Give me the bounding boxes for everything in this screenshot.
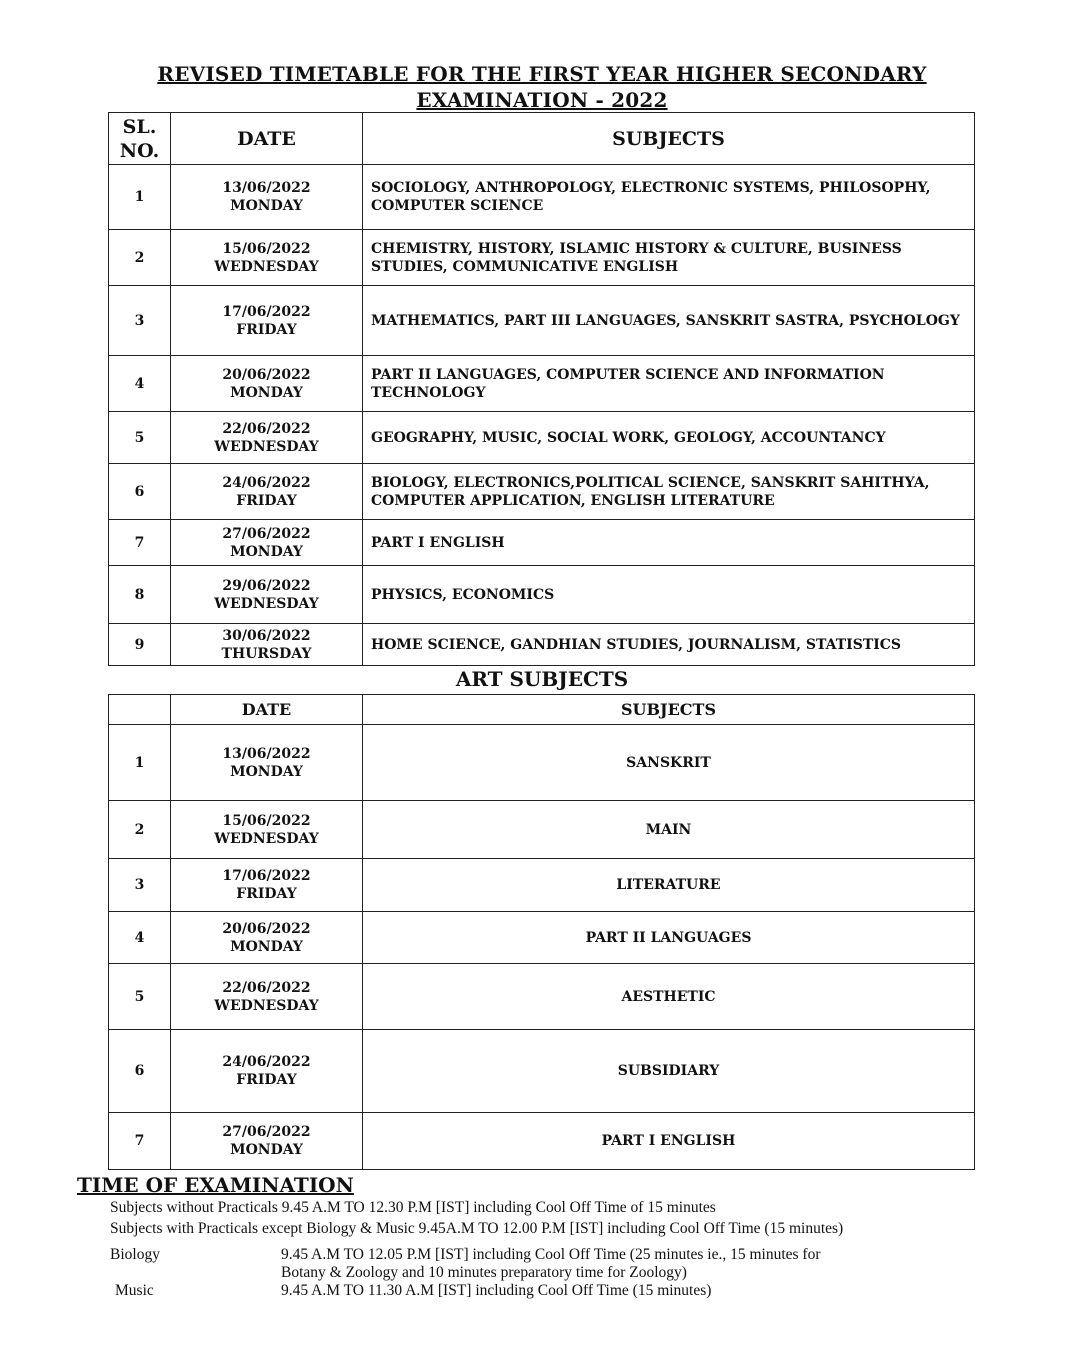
sl-no: 7	[109, 1113, 171, 1170]
exam-day: WEDNESDAY	[214, 438, 319, 455]
subjects-cell: MAIN	[363, 801, 975, 859]
subjects-cell: HOME SCIENCE, GANDHIAN STUDIES, JOURNALISM, STATISTICS	[363, 624, 975, 666]
subjects-cell: LITERATURE	[363, 859, 975, 912]
header-date: DATE	[171, 113, 363, 165]
exam-day: THURSDAY	[221, 645, 312, 662]
date-cell	[171, 230, 363, 286]
main-table-row	[109, 286, 975, 356]
subjects-cell: SANSKRIT	[363, 725, 975, 801]
exam-day: MONDAY	[230, 543, 303, 560]
date-cell	[171, 624, 363, 666]
sl-no: 1	[109, 725, 171, 801]
title-line-1: REVISED TIMETABLE FOR THE FIRST YEAR HIGHER SECONDARY	[157, 62, 927, 86]
time-line-with-practicals: Subjects with Practicals except Biology & Music 9.45A.M TO 12.00 P.M [IST] including Cool Off Time (15 minutes)	[110, 1220, 844, 1237]
main-table-row	[109, 412, 975, 464]
date-cell	[171, 964, 363, 1030]
music-time-line: 9.45 A.M TO 11.30 A.M [IST] including Cool Off Time (15 minutes)	[281, 1282, 712, 1299]
sl-no: 2	[109, 801, 171, 859]
sl-no: 9	[109, 624, 171, 666]
date-cell	[171, 859, 363, 912]
main-table-row	[109, 624, 975, 666]
title-line-2: EXAMINATION - 2022	[416, 88, 668, 112]
exam-date: 17/06/2022	[222, 868, 311, 884]
art-table-row	[109, 859, 975, 912]
main-header-row	[109, 113, 975, 165]
subjects-cell: AESTHETIC	[363, 964, 975, 1030]
date-cell	[171, 912, 363, 964]
biology-label: Biology	[110, 1246, 160, 1263]
sl-no: 7	[109, 520, 171, 566]
exam-date: 22/06/2022	[222, 979, 311, 996]
date-cell	[171, 464, 363, 520]
subjects-cell: PHYSICS, ECONOMICS	[363, 566, 975, 624]
exam-date: 13/06/2022	[222, 180, 311, 196]
exam-day: MONDAY	[230, 1142, 303, 1158]
exam-day: MONDAY	[230, 938, 303, 955]
sl-no: 5	[109, 412, 171, 464]
exam-day: WEDNESDAY	[214, 830, 319, 847]
exam-day: MONDAY	[230, 384, 303, 401]
date-cell	[171, 286, 363, 356]
music-label: Music	[115, 1282, 154, 1299]
exam-date: 13/06/2022	[222, 745, 311, 762]
exam-day: FRIDAY	[236, 492, 297, 509]
art-table-row	[109, 725, 975, 801]
main-table-row	[109, 165, 975, 230]
art-header-subjects: SUBJECTS	[363, 695, 975, 725]
sl-no: 6	[109, 1030, 171, 1113]
date-cell	[171, 165, 363, 230]
art-table-row	[109, 964, 975, 1030]
subjects-cell: PART I ENGLISH	[363, 520, 975, 566]
main-table-row	[109, 230, 975, 286]
subjects-cell: GEOGRAPHY, MUSIC, SOCIAL WORK, GEOLOGY, ACCOUNTANCY	[363, 412, 975, 464]
header-subjects: SUBJECTS	[363, 113, 975, 165]
exam-date: 20/06/2022	[222, 920, 311, 937]
subjects-cell: SUBSIDIARY	[363, 1030, 975, 1113]
time-of-examination-heading: TIME OF EXAMINATION	[77, 1173, 354, 1197]
exam-day: FRIDAY	[236, 886, 297, 902]
exam-date: 20/06/2022	[222, 366, 311, 383]
sl-no: 1	[109, 165, 171, 230]
subjects-cell: PART II LANGUAGES, COMPUTER SCIENCE AND INFORMATION TECHNOLOGY	[363, 356, 975, 412]
exam-date: 29/06/2022	[222, 577, 311, 594]
exam-day: MONDAY	[230, 198, 303, 214]
art-header-row	[109, 695, 975, 725]
header-sl-no: SL. NO.	[109, 113, 171, 165]
exam-day: WEDNESDAY	[214, 595, 319, 612]
date-cell	[171, 520, 363, 566]
subjects-cell: MATHEMATICS, PART III LANGUAGES, SANSKRIT SASTRA, PSYCHOLOGY	[363, 286, 975, 356]
exam-date: 27/06/2022	[222, 525, 311, 542]
art-table-row	[109, 912, 975, 964]
exam-day: FRIDAY	[236, 1072, 297, 1088]
art-subjects-title: ART SUBJECTS	[455, 667, 629, 691]
subjects-cell: BIOLOGY, ELECTRONICS,POLITICAL SCIENCE, SANSKRIT SAHITHYA, COMPUTER APPLICATION, ENGLISH LITERATURE	[363, 464, 975, 520]
subjects-cell: PART I ENGLISH	[363, 1113, 975, 1170]
art-header-date: DATE	[171, 695, 363, 725]
subjects-cell: CHEMISTRY, HISTORY, ISLAMIC HISTORY & CULTURE, BUSINESS STUDIES, COMMUNICATIVE ENGLISH	[363, 230, 975, 286]
exam-date: 22/06/2022	[222, 420, 311, 437]
subjects-cell: SOCIOLOGY, ANTHROPOLOGY, ELECTRONIC SYSTEMS, PHILOSOPHY, COMPUTER SCIENCE	[363, 165, 975, 230]
date-cell	[171, 725, 363, 801]
biology-time-line-2: Botany & Zoology and 10 minutes preparatory time for Zoology)	[281, 1264, 687, 1281]
date-cell	[171, 566, 363, 624]
sl-no: 4	[109, 912, 171, 964]
date-cell	[171, 1030, 363, 1113]
art-header-blank	[109, 695, 171, 725]
main-table-row	[109, 520, 975, 566]
subjects-cell: PART II LANGUAGES	[363, 912, 975, 964]
date-cell	[171, 801, 363, 859]
date-cell	[171, 356, 363, 412]
main-table-row	[109, 464, 975, 520]
exam-day: WEDNESDAY	[214, 258, 319, 275]
date-cell	[171, 1113, 363, 1170]
exam-date: 30/06/2022	[222, 627, 311, 644]
sl-no: 6	[109, 464, 171, 520]
exam-date: 15/06/2022	[222, 812, 311, 829]
biology-time-line-1: 9.45 A.M TO 12.05 P.M [IST] including Cool Off Time (25 minutes ie., 15 minutes for	[281, 1246, 821, 1263]
time-line-without-practicals: Subjects without Practicals 9.45 A.M TO 12.30 P.M [IST] including Cool Off Time of 15 minutes	[110, 1199, 716, 1216]
exam-date: 17/06/2022	[222, 303, 311, 320]
sl-no: 5	[109, 964, 171, 1030]
main-table-row	[109, 356, 975, 412]
sl-no: 8	[109, 566, 171, 624]
exam-date: 15/06/2022	[222, 240, 311, 257]
date-cell	[171, 412, 363, 464]
art-table-row	[109, 1030, 975, 1113]
art-table-row	[109, 801, 975, 859]
exam-date: 27/06/2022	[222, 1124, 311, 1140]
main-table-row	[109, 566, 975, 624]
sl-no: 2	[109, 230, 171, 286]
exam-day: MONDAY	[230, 763, 303, 780]
sl-no: 4	[109, 356, 171, 412]
art-table-row	[109, 1113, 975, 1170]
exam-date: 24/06/2022	[222, 474, 311, 491]
exam-day: WEDNESDAY	[214, 997, 319, 1014]
sl-no: 3	[109, 859, 171, 912]
exam-date: 24/06/2022	[222, 1054, 311, 1070]
sl-no: 3	[109, 286, 171, 356]
main-timetable	[108, 112, 975, 666]
art-timetable	[108, 694, 975, 1170]
exam-day: FRIDAY	[236, 321, 297, 338]
